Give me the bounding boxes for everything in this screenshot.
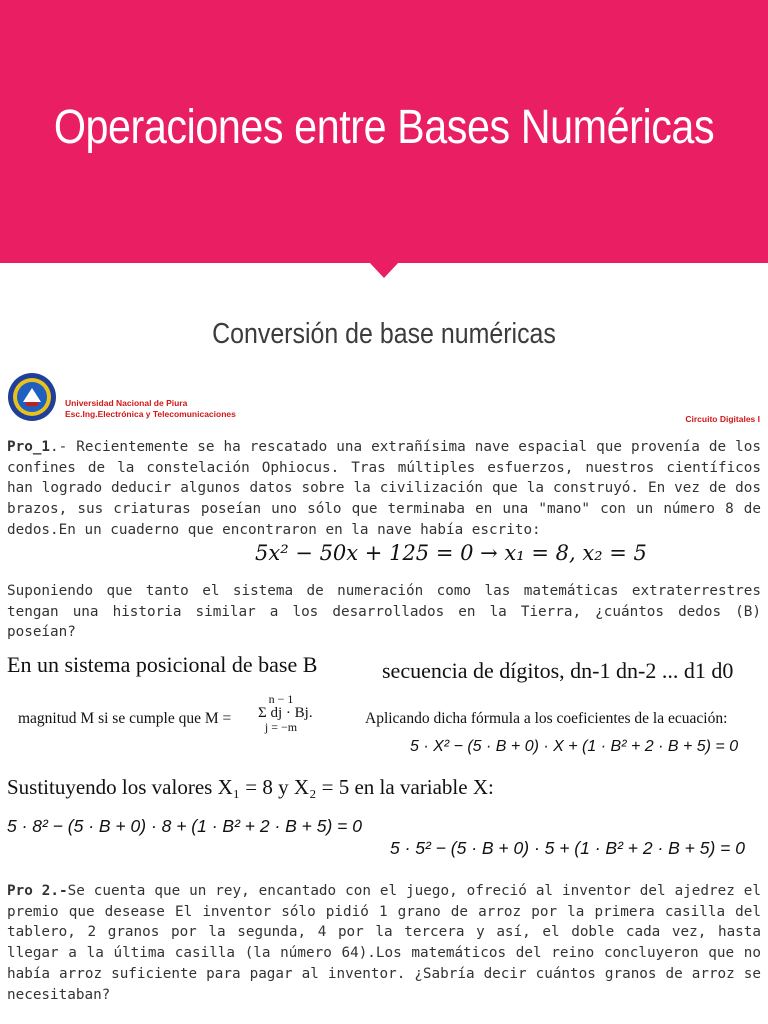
university-seal-icon [7,372,57,422]
solution-line-1: En un sistema posicional de base B [7,652,318,677]
summation-formula [258,692,313,734]
solution-equation-x1: 5 · 8² − (5 · B + 0) · 8 + (1 · B² + 2 · B + 5) = 0 [7,816,362,836]
problem-1-label: Pro_1 [7,439,51,455]
solution-line-6: Sustituyendo los valores X₁ = 8 y X₂ = 5 en la variable X: [7,775,494,799]
summation-upper-limit: n − 1 [268,692,294,706]
institution-line-2: Esc.Ing.Electrónica y Telecomunicaciones [65,409,236,419]
course-name: Circuito Digitales I [685,414,760,424]
title-banner [0,0,768,263]
institution-name [65,398,236,420]
institution-line-1: Universidad Nacional de Piura [65,398,188,408]
problem-1-text: .- Recientemente se ha rescatado una extrañísima nave espacial que provenía de los confines de la constelación Ophiocus. Tras múltiples esfuerzos, nuestros científicos han logrado deducir algunos datos sobre la civilización que la construyó. En vez de dos brazos, sus criaturas poseían uno sólo que terminaba en una "mano" con un número 8 de dedos.En un cuaderno que encontraron en la nave había escrito: [7,439,761,538]
problem-2 [7,881,761,1005]
problem-1-equation: 5x² − 50x + 125 = 0 → x₁ = 8, x₂ = 5 [255,541,647,565]
summation-lower-limit: j = −m [264,720,298,734]
slide-subtitle: Conversión de base numéricas [212,318,556,350]
problem-2-label: Pro 2.- [7,883,68,899]
summation-body: Σ dj · Bj. [258,705,313,721]
banner-notch [369,262,399,278]
solution-line-2: secuencia de dígitos, dn-1 dn-2 ... d1 d0 [382,658,734,683]
page-title: Operaciones entre Bases Numéricas [53,101,715,154]
solution-line-4: Aplicando dicha fórmula a los coeficientes de la ecuación: [365,710,728,727]
problem-2-text: Se cuenta que un rey, encantado con el juego, ofreció al inventor del ajedrez el premio que desease El inventor sólo pidió 1 grano de arroz por la primera casilla del tablero, 2 granos por la segunda, 4 por la tercera y así, el doble cada vez, hasta llegar a la última casilla (la número 64).Los matemáticos del reino concluyeron que no había arroz suficiente para pagar al inventor. ¿Sabría decir cuántos granos de arroz se necesitaban? [7,883,761,1003]
solution-equation-x2: 5 · 5² − (5 · B + 0) · 5 + (1 · B² + 2 · B + 5) = 0 [390,838,745,858]
problem-1-question: Suponiendo que tanto el sistema de numeración como las matemáticas extraterrestres tengan una historia similar a los desarrollados en la Tierra, ¿cuántos dedos (B) poseían? [7,583,761,641]
solution-equation-general: 5 · X² − (5 · B + 0) · X + (1 · B² + 2 · B + 5) = 0 [410,738,739,755]
solution-line-3: magnitud M si se cumple que M = [18,710,232,727]
problem-1 [7,437,761,541]
